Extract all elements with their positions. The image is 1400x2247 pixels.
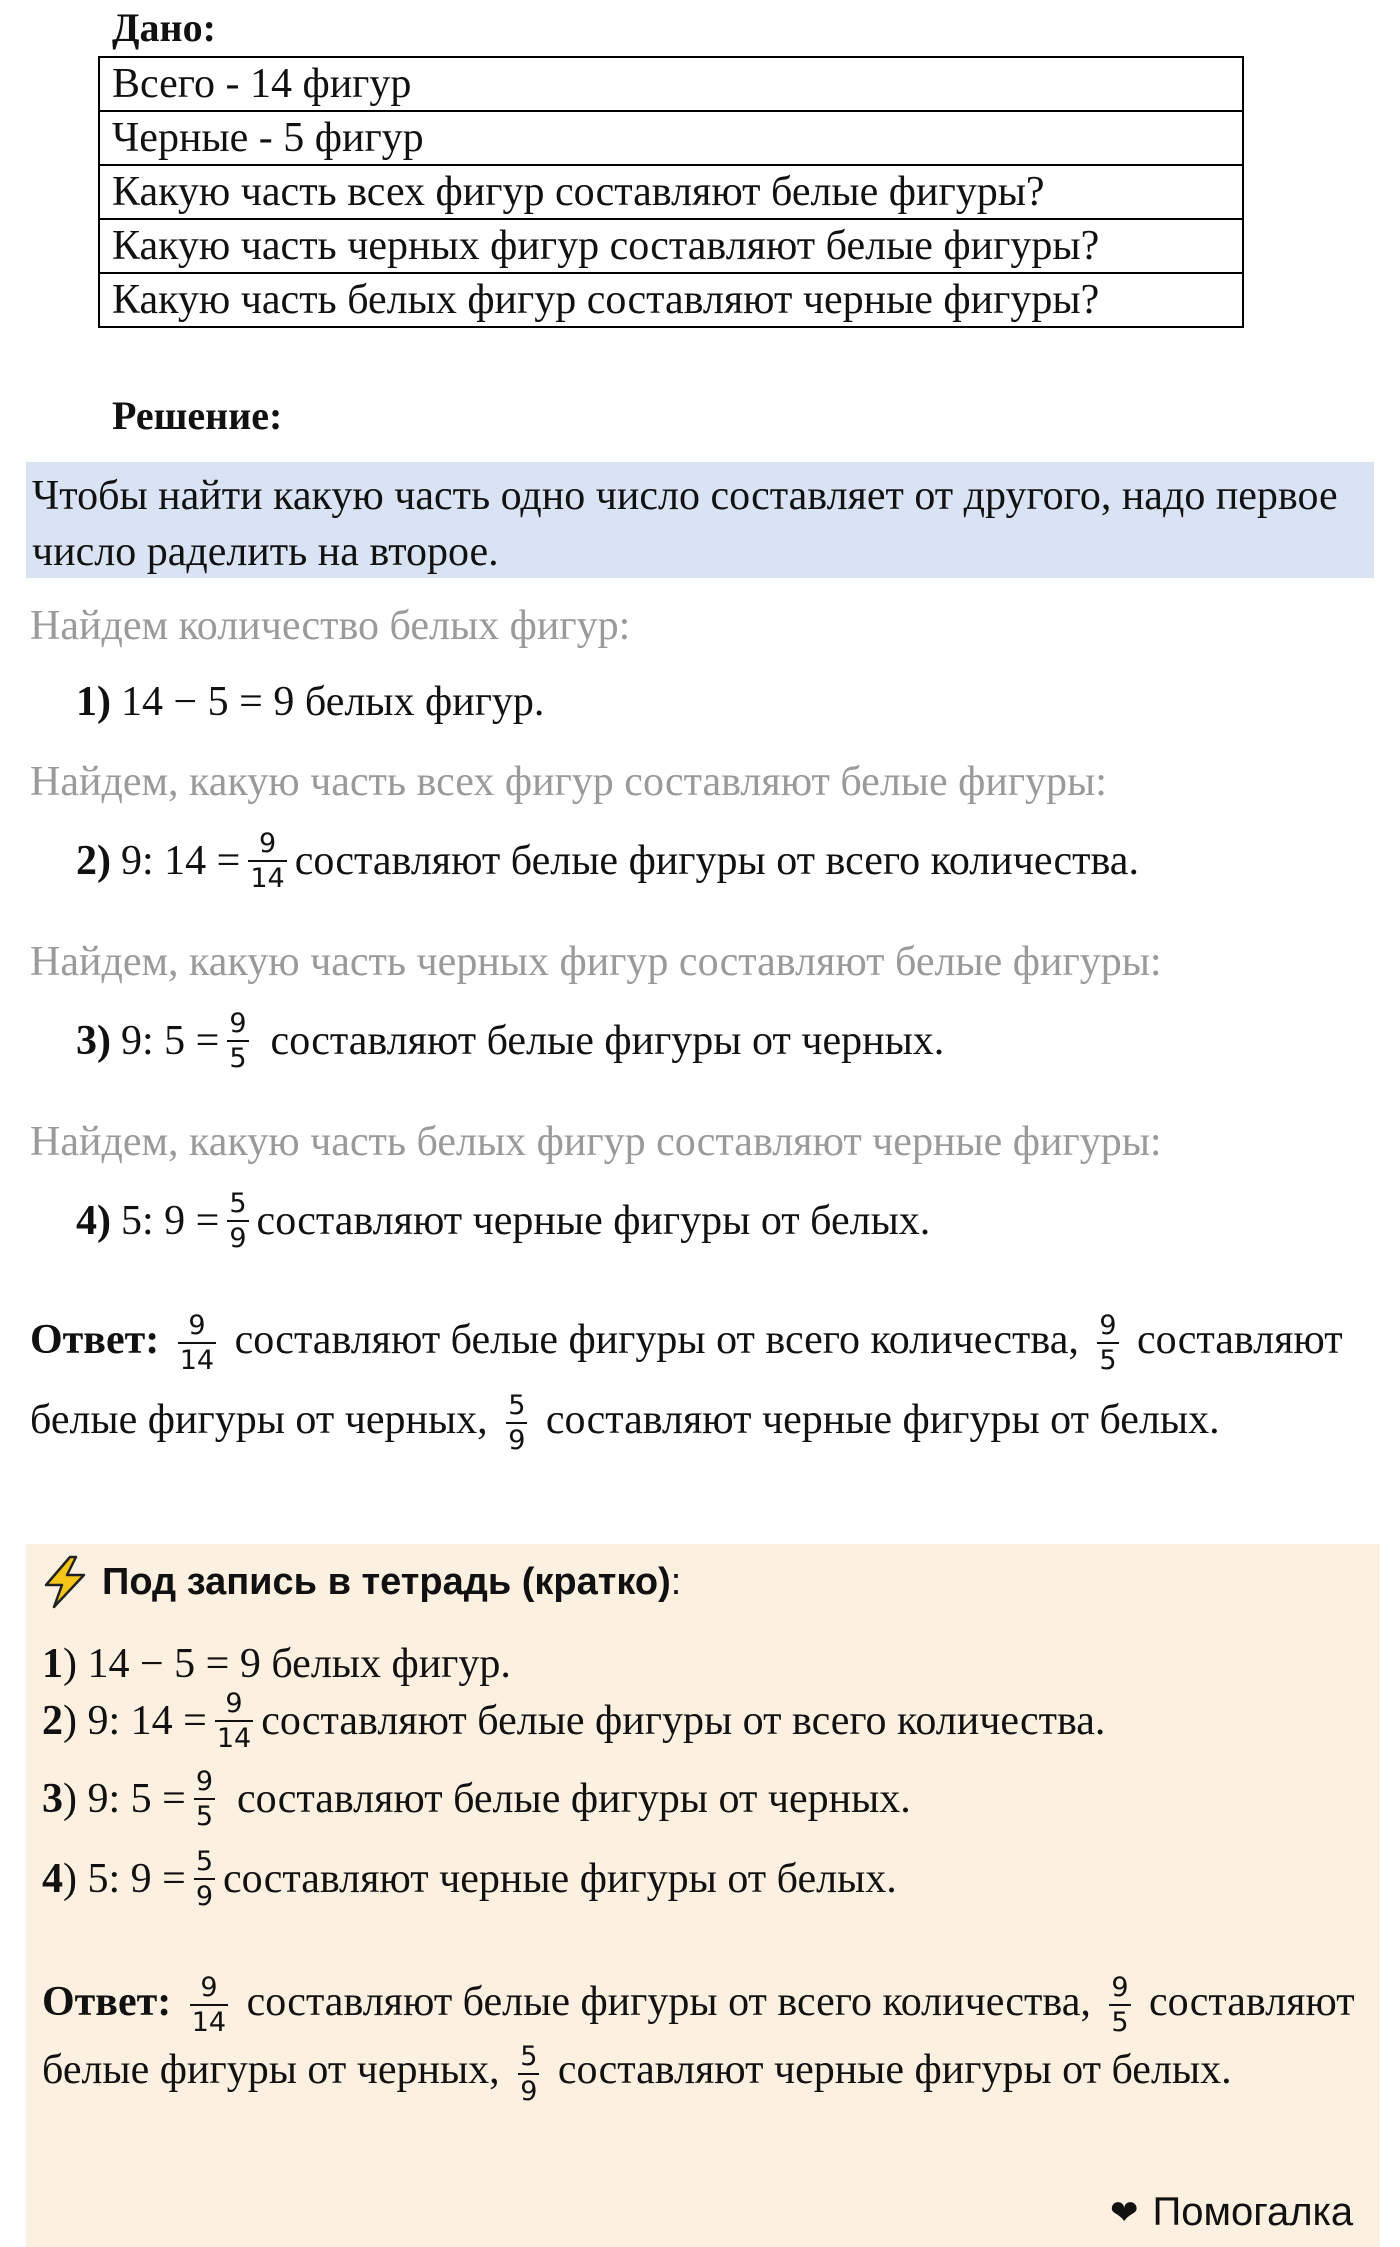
hint-1: Найдем количество белых фигур: xyxy=(30,603,631,649)
step-expression: 9: 14 = xyxy=(121,838,241,884)
fraction-denominator: 5 xyxy=(195,1801,214,1832)
fraction-numerator: 9 xyxy=(200,1972,218,2004)
answer-text: составляют белые фигуры от черных, xyxy=(42,1979,1355,2094)
step-number: 1) xyxy=(76,679,111,725)
step-expression: 5: 9 = xyxy=(121,1198,220,1244)
fraction xyxy=(506,1390,527,1457)
given-question-3: Какую часть белых фигур составляют черные фигуры? xyxy=(99,273,1243,327)
table-row xyxy=(99,219,1243,273)
step-expression: ) 9: 14 = xyxy=(63,1698,207,1744)
notebook-title-colon: : xyxy=(670,1560,682,1603)
step-2 xyxy=(76,830,1139,892)
fraction-denominator: 14 xyxy=(179,1345,215,1377)
step-number: 3 xyxy=(42,1776,63,1822)
fraction-numerator: 9 xyxy=(225,1688,243,1719)
given-total: Всего - 14 фигур xyxy=(99,57,1243,111)
fraction-numerator: 9 xyxy=(258,828,277,859)
answer-text: составляют белые фигуры от всего количества, xyxy=(246,1979,1091,2025)
fraction-denominator: 9 xyxy=(229,1223,247,1254)
answer-label: Ответ: xyxy=(30,1317,160,1363)
fraction-numerator: 9 xyxy=(188,1310,206,1342)
step-text: составляют белые фигуры от черных. xyxy=(270,1018,945,1064)
step-expression: 14 − 5 = 9 белых фигур. xyxy=(121,679,545,725)
fraction-numerator: 9 xyxy=(195,1766,214,1797)
step-number: 4 xyxy=(42,1856,63,1902)
fraction xyxy=(194,1768,215,1830)
given-table xyxy=(98,56,1244,328)
step-4 xyxy=(76,1190,930,1252)
solution-title: Решение: xyxy=(112,393,283,438)
fraction xyxy=(518,2040,539,2107)
fraction xyxy=(178,1310,216,1377)
step-number: 2 xyxy=(42,1698,63,1744)
answer-text: составляют белые фигуры от всего количества, xyxy=(234,1317,1079,1363)
heart-icon: ❤ xyxy=(1110,2193,1139,2232)
step-number: 3) xyxy=(76,1018,111,1064)
hint-3: Найдем, какую часть черных фигур составляют белые фигуры: xyxy=(30,939,1162,985)
given-black: Черные - 5 фигур xyxy=(99,111,1243,165)
fraction-denominator: 5 xyxy=(229,1043,247,1074)
step-text: составляют белые фигуры от черных. xyxy=(237,1776,911,1822)
fraction-numerator: 5 xyxy=(229,1188,247,1219)
brand-name: Помогалка xyxy=(1152,2190,1354,2234)
fraction xyxy=(227,1190,248,1252)
step-3 xyxy=(76,1010,944,1072)
hint-2: Найдем, какую часть всех фигур составляют белые фигуры: xyxy=(30,759,1107,805)
answer xyxy=(30,1300,1380,1460)
hint-4: Найдем, какую часть белых фигур составляют черные фигуры: xyxy=(30,1119,1162,1165)
fraction xyxy=(1109,1972,1130,2039)
fraction xyxy=(215,1690,253,1752)
fraction-numerator: 9 xyxy=(1111,1972,1129,2004)
note-step-1 xyxy=(42,1640,511,1688)
fraction-denominator: 9 xyxy=(508,1425,526,1457)
answer-text: составляют черные фигуры от белых. xyxy=(545,1397,1220,1443)
notebook-title: Под запись в тетрадь (кратко) xyxy=(102,1560,671,1603)
step-expression: ) 14 − 5 = 9 белых фигур. xyxy=(63,1641,511,1687)
fraction-denominator: 14 xyxy=(250,863,285,894)
brand[interactable] xyxy=(1110,2190,1353,2235)
table-row xyxy=(99,165,1243,219)
step-text: составляют белые фигуры от всего количества. xyxy=(261,1698,1106,1744)
given-question-1: Какую часть всех фигур составляют белые фигуры? xyxy=(99,165,1243,219)
table-row xyxy=(99,57,1243,111)
step-number: 1 xyxy=(42,1641,63,1687)
table-row xyxy=(99,111,1243,165)
given-title: Дано: xyxy=(112,5,216,50)
fraction-denominator: 5 xyxy=(1099,1345,1117,1377)
fraction-numerator: 5 xyxy=(508,1390,526,1422)
fraction-denominator: 9 xyxy=(195,1881,214,1912)
note-step-3 xyxy=(42,1768,911,1830)
fraction xyxy=(194,1848,215,1910)
step-number: 2) xyxy=(76,838,111,884)
table-row xyxy=(99,273,1243,327)
notebook-answer xyxy=(42,1968,1362,2105)
fraction-denominator: 9 xyxy=(520,2075,538,2107)
step-expression: ) 5: 9 = xyxy=(63,1856,186,1902)
rule-box: Чтобы найти какую часть одно число составляет от другого, надо первое число раделить на второе. xyxy=(26,462,1374,578)
fraction-numerator: 5 xyxy=(195,1846,214,1877)
step-1 xyxy=(76,678,544,726)
note-step-2 xyxy=(42,1690,1105,1752)
fraction-denominator: 14 xyxy=(216,1723,252,1754)
fraction xyxy=(248,830,286,892)
fraction-denominator: 5 xyxy=(1111,2007,1129,2039)
fraction-numerator: 9 xyxy=(229,1008,247,1039)
step-expression: 9: 5 = xyxy=(121,1018,220,1064)
answer-text: составляют белые фигуры от черных, xyxy=(30,1317,1343,1443)
answer-label: Ответ: xyxy=(42,1979,172,2025)
lightning-icon xyxy=(40,1555,90,1609)
fraction-denominator: 14 xyxy=(191,2007,227,2039)
fraction-numerator: 9 xyxy=(1099,1310,1117,1342)
fraction xyxy=(1097,1310,1118,1377)
fraction-numerator: 5 xyxy=(520,2040,538,2072)
step-expression: ) 9: 5 = xyxy=(63,1776,186,1822)
step-number: 4) xyxy=(76,1198,111,1244)
note-step-4 xyxy=(42,1848,897,1910)
fraction xyxy=(190,1972,228,2039)
answer-text: составляют черные фигуры от белых. xyxy=(557,2047,1232,2094)
step-text: составляют черные фигуры от белых. xyxy=(256,1198,931,1244)
step-text: составляют черные фигуры от белых. xyxy=(223,1856,897,1902)
step-text: составляют белые фигуры от всего количества. xyxy=(294,838,1139,884)
fraction xyxy=(227,1010,248,1072)
given-question-2: Какую часть черных фигур составляют белые фигуры? xyxy=(99,219,1243,273)
notebook-header xyxy=(40,1555,681,1609)
